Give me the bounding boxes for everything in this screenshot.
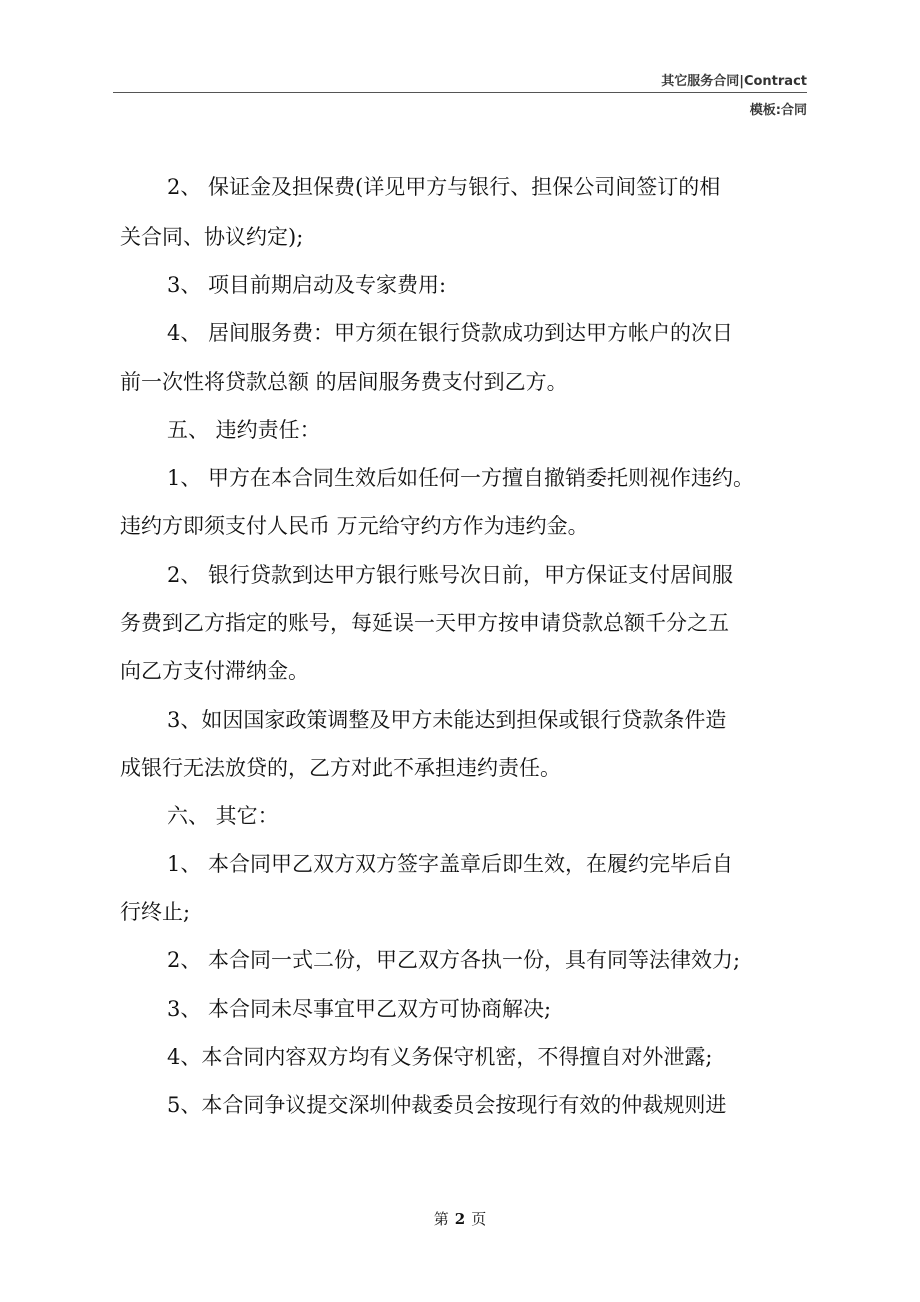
body-line: 2、 保证金及担保费(详见甲方与银行、担保公司间签订的相	[167, 175, 721, 199]
page-header-category: 其它服务合同|Contract	[661, 74, 807, 89]
page-number: 2	[454, 1210, 466, 1228]
body-line: 2、 银行贷款到达甲方银行账号次日前，甲方保证支付居间服	[167, 563, 734, 587]
body-line: 1、 本合同甲乙双方双方签字盖章后即生效，在履约完毕后自	[167, 852, 734, 876]
body-line: 向乙方支付滞纳金。	[120, 659, 309, 683]
body-line: 3、如因国家政策调整及甲方未能达到担保或银行贷款条件造	[167, 708, 727, 732]
body-line: 前一次性将贷款总额 的居间服务费支付到乙方。	[120, 370, 568, 394]
body-line: 3、 项目前期启动及专家费用:	[167, 273, 447, 297]
body-line: 2、 本合同一式二份，甲乙双方各执一份，具有同等法律效力;	[167, 948, 741, 972]
page-footer	[0, 1208, 920, 1229]
body-line: 3、 本合同未尽事宜甲乙双方可协商解决;	[167, 997, 552, 1021]
body-line: 务费到乙方指定的账号，每延误一天甲方按申请贷款总额千分之五	[120, 611, 729, 635]
body-line: 行终止;	[120, 900, 191, 924]
body-line: 1、 甲方在本合同生效后如任何一方擅自撤销委托则视作违约。	[167, 466, 755, 490]
footer-prefix: 第	[433, 1210, 449, 1228]
body-line: 4、 居间服务费：甲方须在银行贷款成功到达甲方帐户的次日	[167, 321, 734, 345]
footer-suffix: 页	[471, 1210, 487, 1228]
body-line: 成银行无法放贷的，乙方对此不承担违约责任。	[120, 756, 561, 780]
header-divider	[113, 92, 807, 93]
body-line: 违约方即须支付人民币 万元给守约方作为违约金。	[120, 514, 589, 538]
body-line: 关合同、协议约定);	[120, 225, 304, 249]
page-header-template: 模板:合同	[749, 103, 807, 118]
body-line: 4、本合同内容双方均有义务保守机密，不得擅自对外泄露;	[167, 1045, 713, 1069]
section-heading: 六、 其它：	[167, 804, 279, 828]
section-heading: 五、 违约责任：	[167, 418, 321, 442]
body-line: 5、本合同争议提交深圳仲裁委员会按现行有效的仲裁规则进	[167, 1093, 727, 1117]
